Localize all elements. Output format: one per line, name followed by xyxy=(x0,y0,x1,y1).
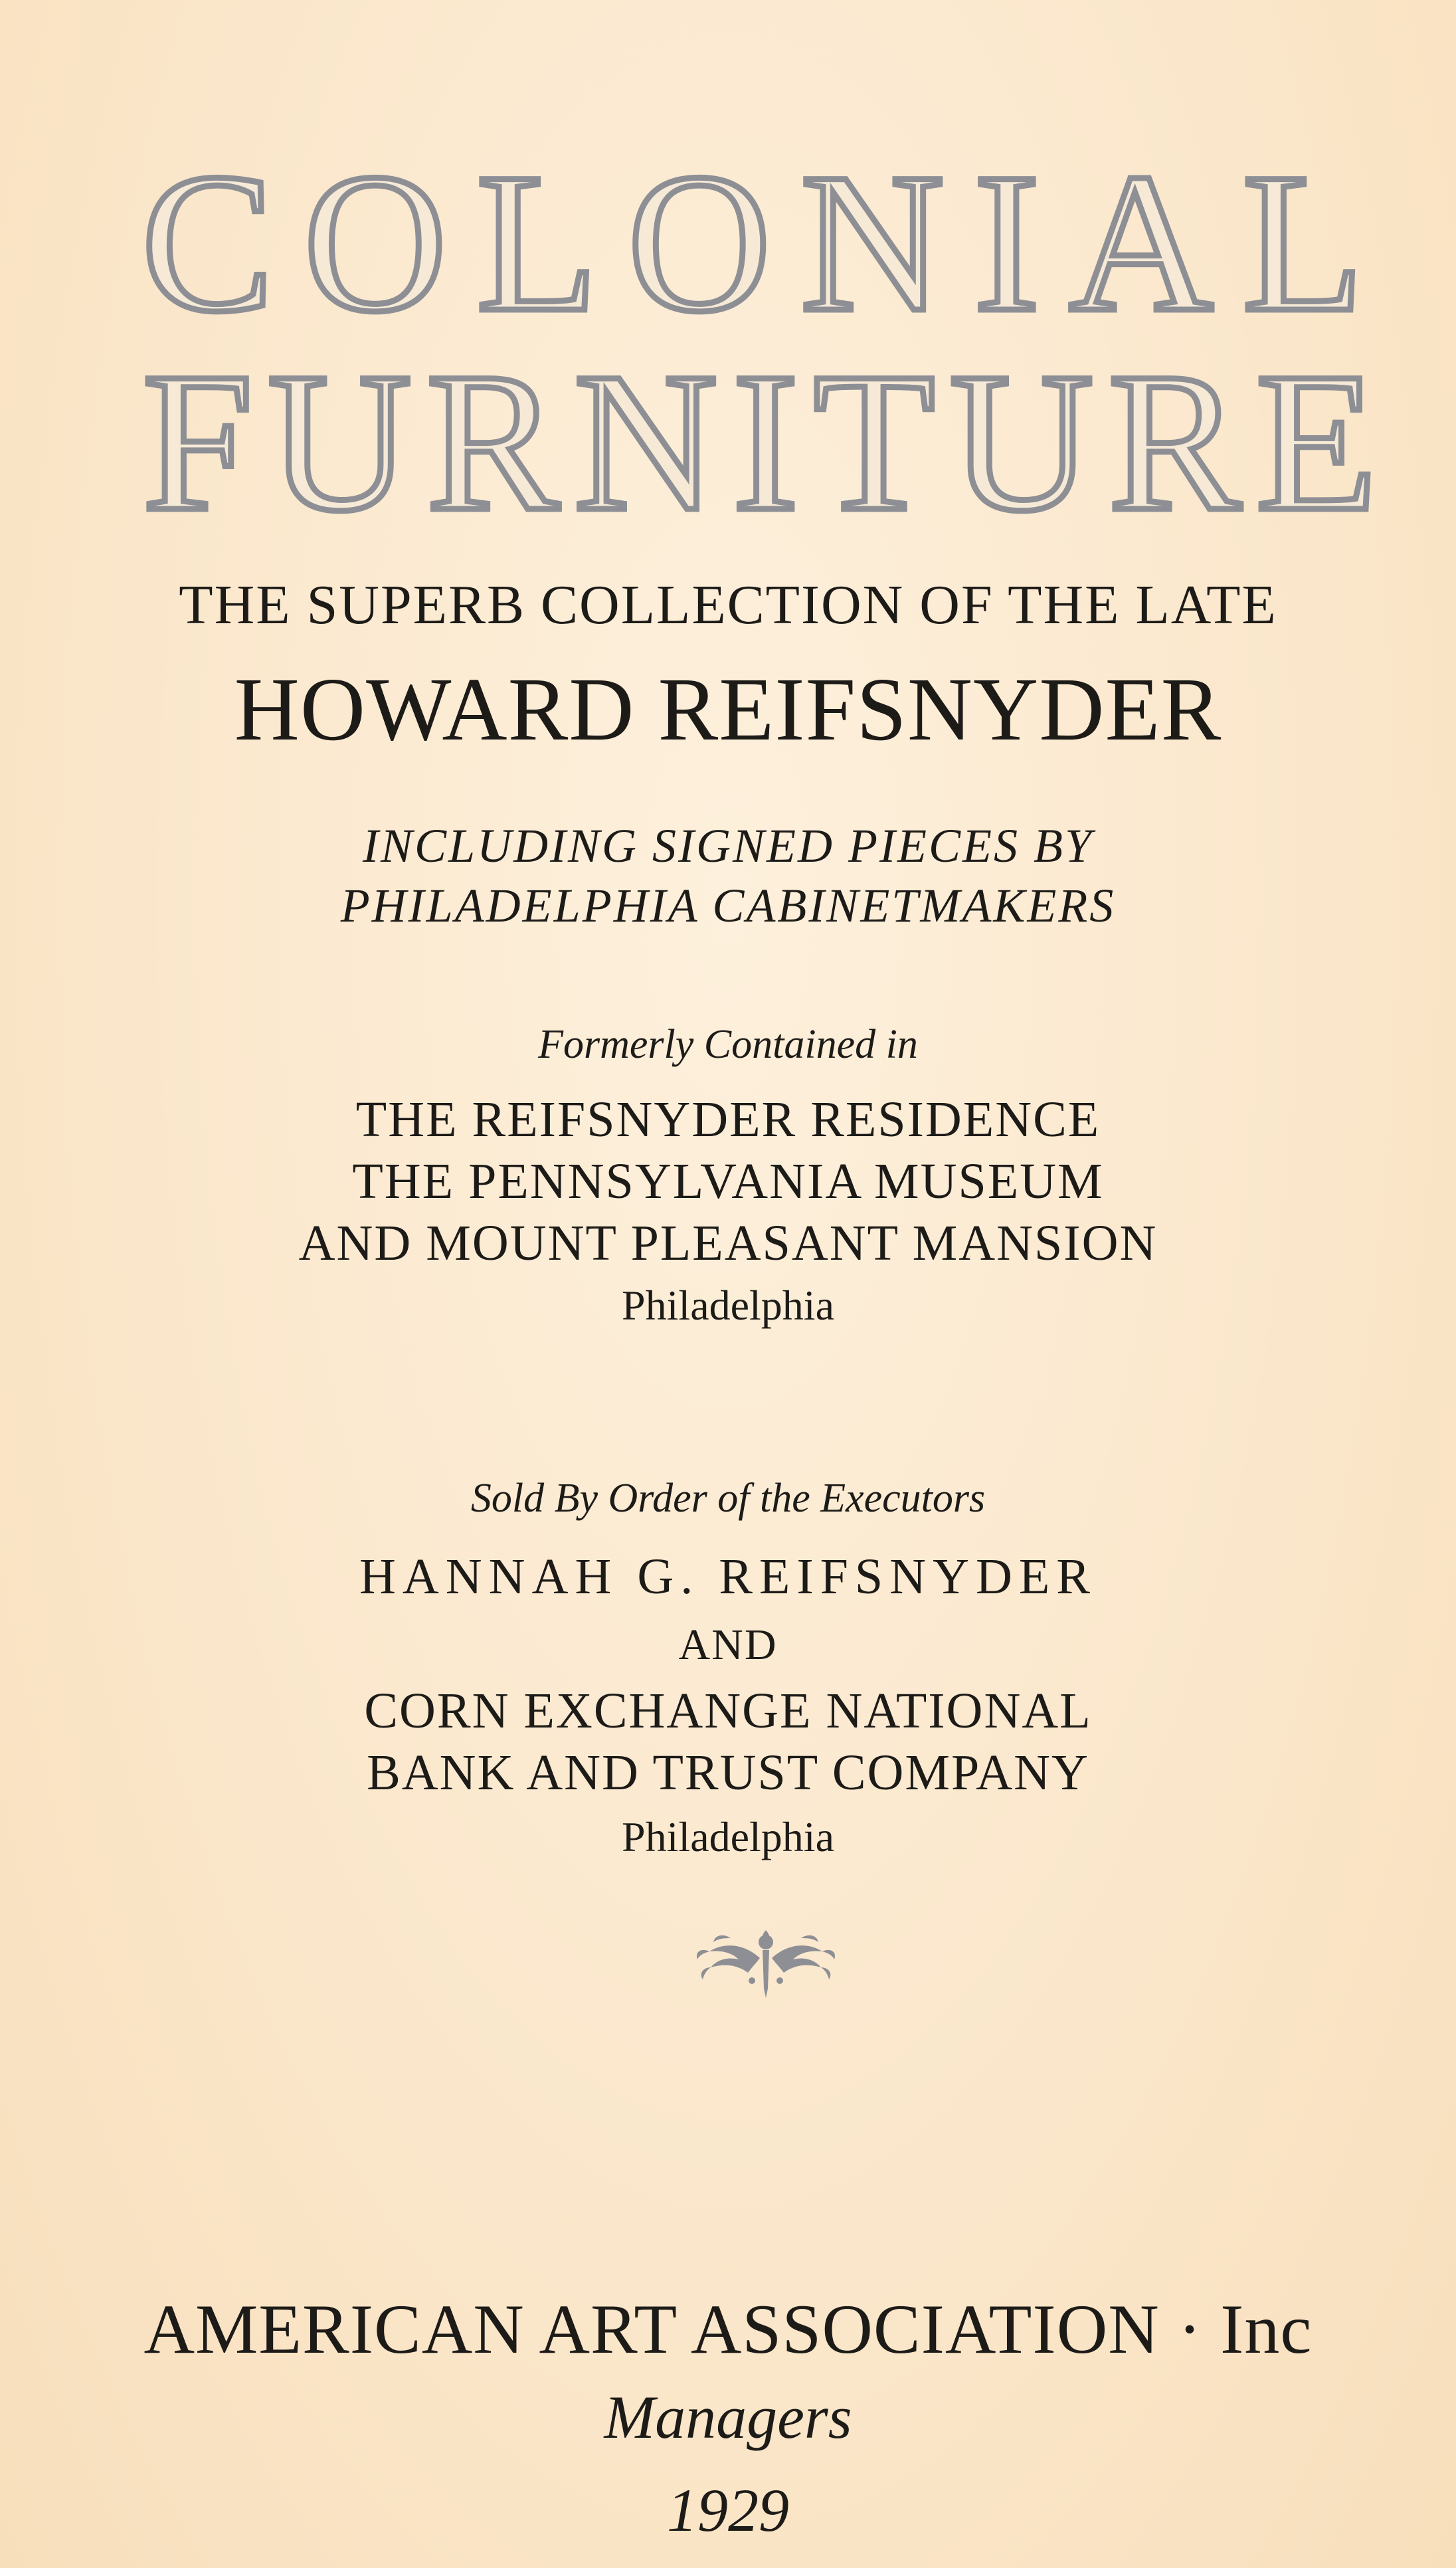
collector-name: HOWARD REIFSNYDER xyxy=(234,660,1222,759)
formerly-city: Philadelphia xyxy=(622,1282,834,1329)
subtitle: THE SUPERB COLLECTION OF THE LATE xyxy=(179,574,1277,636)
museum-line: THE PENNSYLVANIA MUSEUM xyxy=(352,1153,1104,1209)
fleuron-ornament-icon xyxy=(691,1924,841,2000)
executors-city: Philadelphia xyxy=(622,1813,834,1860)
title-line-furniture: FURNITURE xyxy=(142,332,1392,552)
including-line-2: PHILADELPHIA CABINETMAKERS xyxy=(340,879,1116,932)
bank-line-1: CORN EXCHANGE NATIONAL xyxy=(364,1683,1092,1739)
executors-label: Sold By Order of the Executors xyxy=(470,1476,986,1521)
managers-label: Managers xyxy=(604,2383,852,2451)
bank-line-2: BANK AND TRUST COMPANY xyxy=(367,1745,1089,1801)
residence-line: THE REIFSNYDER RESIDENCE xyxy=(355,1092,1101,1147)
title-line-colonial: COLONIAL xyxy=(141,132,1394,353)
mansion-line: AND MOUNT PLEASANT MANSION xyxy=(298,1215,1158,1271)
formerly-label: Formerly Contained in xyxy=(538,1022,918,1067)
executor-conjunction: AND xyxy=(678,1621,778,1669)
publication-year: 1929 xyxy=(667,2476,789,2544)
executor-name: HANNAH G. REIFSNYDER xyxy=(359,1549,1097,1605)
association-name: AMERICAN ART ASSOCIATION · Inc xyxy=(143,2290,1313,2368)
including-line-1: INCLUDING SIGNED PIECES BY xyxy=(363,819,1093,872)
